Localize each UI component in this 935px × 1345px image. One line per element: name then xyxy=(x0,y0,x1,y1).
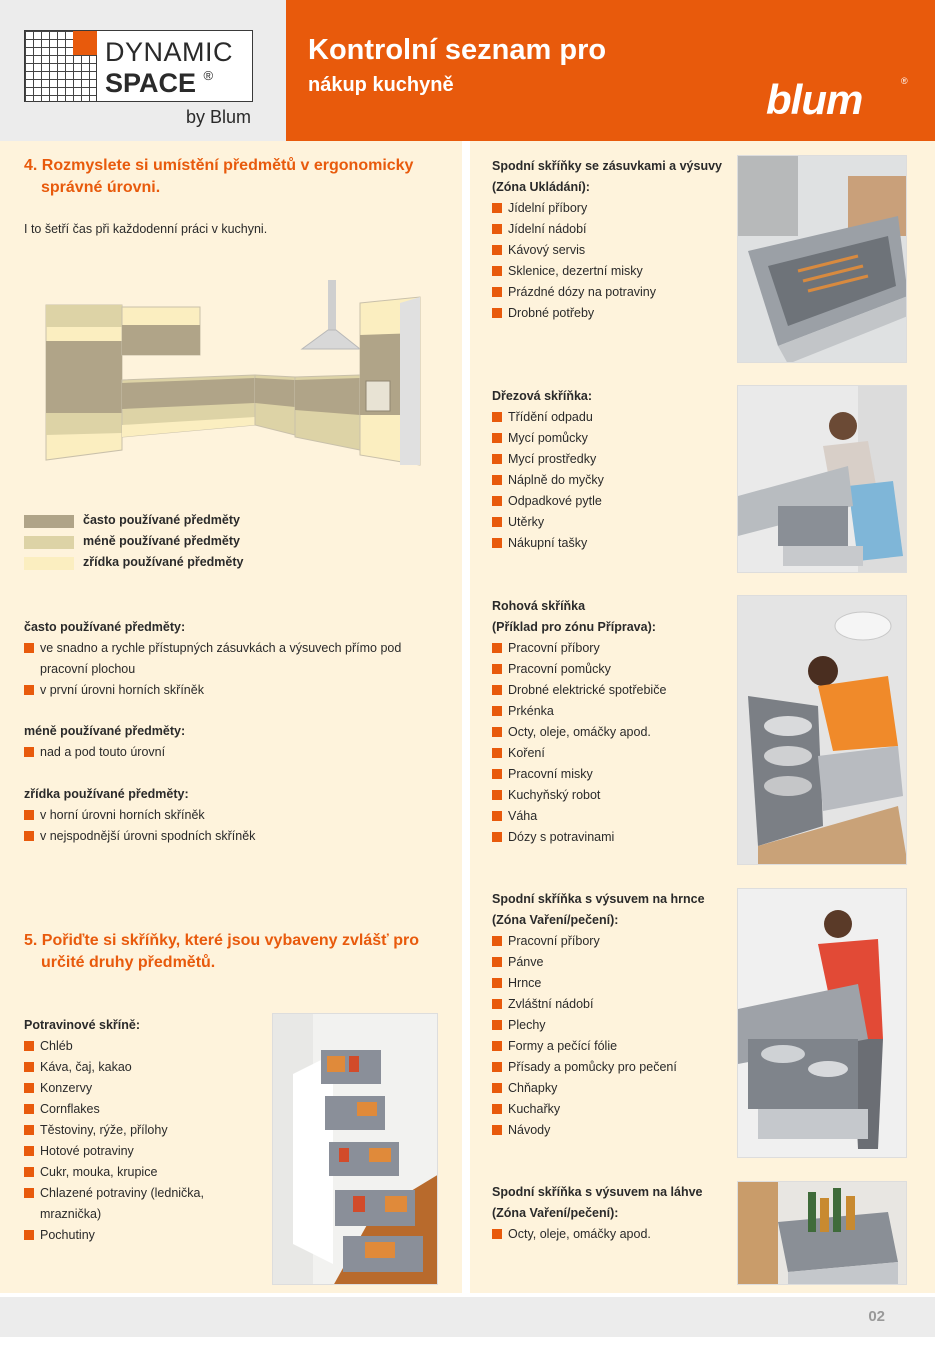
list-item: Plechy xyxy=(492,1015,727,1036)
list-item: Cukr, mouka, krupice xyxy=(24,1162,239,1183)
list-item: Mycí prostředky xyxy=(492,449,727,470)
logo-text-space: SPACE ® xyxy=(105,68,214,98)
list-item: Návody xyxy=(492,1120,727,1141)
kitchen-zones-illustration xyxy=(40,275,430,470)
section5-title: 5. Pořiďte si skříňky, které jsou vybaveny zvlášť pro určité druhy předmětů. xyxy=(24,932,420,971)
list-item: Káva, čaj, kakao xyxy=(24,1057,239,1078)
byline: by Blum xyxy=(186,107,252,127)
list-item: Kávový servis xyxy=(492,240,727,261)
sink-photo xyxy=(737,385,907,573)
list-item: Hotové potraviny xyxy=(24,1141,239,1162)
legend-swatch-often xyxy=(24,515,74,528)
group-less-list xyxy=(24,742,424,763)
list-item: v nejspodnější úrovni spodních skříněk xyxy=(24,826,424,847)
list-item: v první úrovni horních skříněk xyxy=(24,680,424,701)
list-item: Pracovní příbory xyxy=(492,638,727,659)
blum-reg-mark: ® xyxy=(901,76,908,86)
list-item: Konzervy xyxy=(24,1078,239,1099)
list-item: Chléb xyxy=(24,1036,239,1057)
list-item: Cornflakes xyxy=(24,1099,239,1120)
drawer-group-heading: Spodní skříňky se zásuvkami a výsuvy (Zóna Ukládání): xyxy=(492,159,722,194)
pots-photo xyxy=(737,888,907,1158)
page-number: 02 xyxy=(868,1308,885,1325)
legend-swatch-rare xyxy=(24,557,74,570)
list-item: nad a pod touto úrovní xyxy=(24,742,424,763)
legend-label-rare: zřídka používané předměty xyxy=(83,555,244,569)
list-item: Formy a pečící fólie xyxy=(492,1036,727,1057)
list-item: Pracovní misky xyxy=(492,764,727,785)
bottles-group-heading: Spodní skříňka s výsuvem na láhve (Zóna Vaření/pečení): xyxy=(492,1185,703,1220)
bottles-photo xyxy=(737,1181,907,1285)
list-item: Kuchařky xyxy=(492,1099,727,1120)
drawer-photo xyxy=(737,155,907,363)
legend-label-often: často používané předměty xyxy=(83,513,240,527)
list-item: Octy, oleje, omáčky apod. xyxy=(492,1224,727,1245)
legend-label-less: méně používané předměty xyxy=(83,534,240,548)
drawer-group-list xyxy=(492,198,727,324)
list-item: Nákupní tašky xyxy=(492,533,727,554)
list-item: Náplně do myčky xyxy=(492,470,727,491)
legend-swatch-less xyxy=(24,536,74,549)
pots-group-list xyxy=(492,931,727,1141)
list-item: Drobné potřeby xyxy=(492,303,727,324)
list-item: Pracovní příbory xyxy=(492,931,727,952)
bottles-group-list xyxy=(492,1224,727,1245)
group-rare-list xyxy=(24,805,424,847)
list-item: Pánve xyxy=(492,952,727,973)
section4-title: 4. Rozmyslete si umístění předmětů v ergonomicky správné úrovni. xyxy=(24,157,414,196)
page-subtitle: nákup kuchyně xyxy=(308,74,454,96)
pantry-list xyxy=(24,1036,239,1246)
sink-group-heading: Dřezová skříňka: xyxy=(492,389,593,403)
list-item: Těstoviny, rýže, přílohy xyxy=(24,1120,239,1141)
list-item: Dózy s potravinami xyxy=(492,827,727,848)
list-item: Koření xyxy=(492,743,727,764)
list-item: Zvláštní nádobí xyxy=(492,994,727,1015)
pantry-heading: Potravinové skříně: xyxy=(24,1018,141,1032)
list-item: Pracovní pomůcky xyxy=(492,659,727,680)
corner-photo xyxy=(737,595,907,865)
list-item: Jídelní nádobí xyxy=(492,219,727,240)
page-title: Kontrolní seznam pro xyxy=(308,34,607,66)
logo-text-dynamic: DYNAMIC xyxy=(105,37,234,67)
list-item: Chlazené potraviny (lednička, mraznička) xyxy=(24,1183,239,1225)
list-item: Chňapky xyxy=(492,1078,727,1099)
logo-orange-square xyxy=(73,31,97,55)
list-item: Přísady a pomůcky pro pečení xyxy=(492,1057,727,1078)
section4-intro: I to šetří čas při každodenní práci v kuchyni. xyxy=(24,222,268,236)
list-item: ve snadno a rychle přístupných zásuvkách a výsuvech přímo pod pracovní plochou xyxy=(24,638,424,680)
list-item: Pochutiny xyxy=(24,1225,239,1246)
list-item: Utěrky xyxy=(492,512,727,533)
list-item: Prázdné dózy na potraviny xyxy=(492,282,727,303)
pots-group-heading: Spodní skříňka s výsuvem na hrnce (Zóna Vaření/pečení): xyxy=(492,892,705,927)
group-often-heading: často používané předměty: xyxy=(24,620,186,634)
sink-group-list xyxy=(492,407,727,554)
list-item: Váha xyxy=(492,806,727,827)
list-item: v horní úrovni horních skříněk xyxy=(24,805,424,826)
list-item: Třídění odpadu xyxy=(492,407,727,428)
list-item: Odpadkové pytle xyxy=(492,491,727,512)
list-item: Drobné elektrické spotřebiče xyxy=(492,680,727,701)
header-title-area xyxy=(286,0,935,141)
list-item: Jídelní příbory xyxy=(492,198,727,219)
list-item: Kuchyňský robot xyxy=(492,785,727,806)
footer xyxy=(0,1297,935,1337)
list-item: Hrnce xyxy=(492,973,727,994)
dynamic-space-logo xyxy=(24,30,253,102)
corner-group-heading: Rohová skříňka (Příklad pro zónu Příprava): xyxy=(492,599,656,634)
list-item: Sklenice, dezertní misky xyxy=(492,261,727,282)
blum-logo: blum xyxy=(766,76,863,123)
list-item: Mycí pomůcky xyxy=(492,428,727,449)
corner-group-list xyxy=(492,638,727,848)
group-often-list xyxy=(24,638,424,701)
group-rare-heading: zřídka používané předměty: xyxy=(24,787,189,801)
list-item: Octy, oleje, omáčky apod. xyxy=(492,722,727,743)
header-logo-area xyxy=(0,0,286,141)
pantry-photo xyxy=(272,1013,438,1285)
group-less-heading: méně používané předměty: xyxy=(24,724,186,738)
list-item: Prkénka xyxy=(492,701,727,722)
